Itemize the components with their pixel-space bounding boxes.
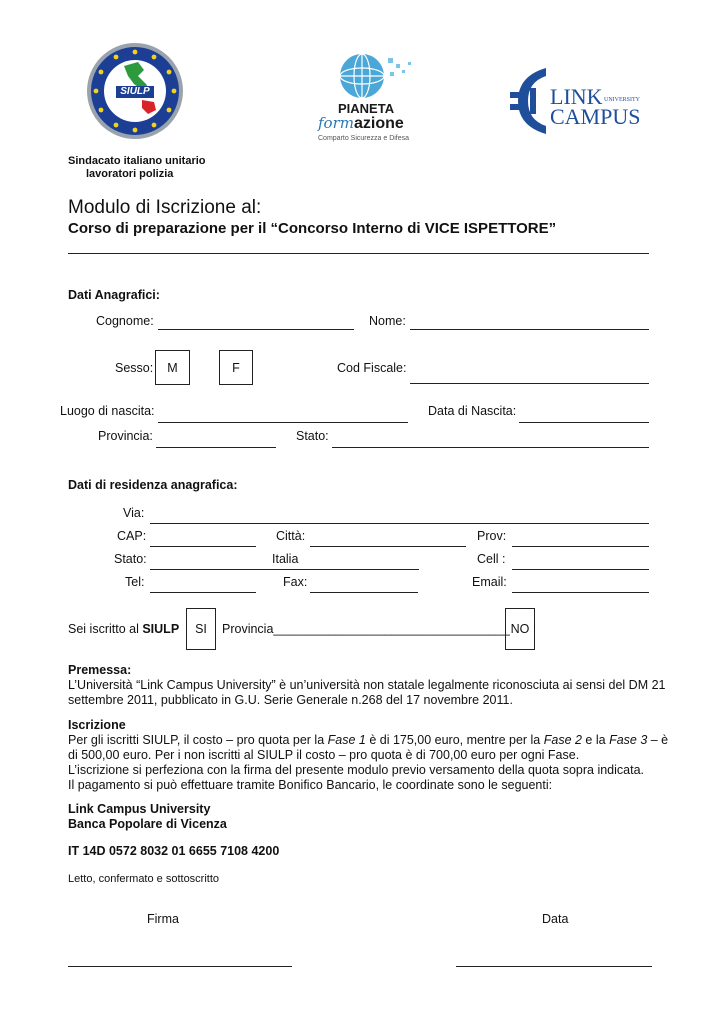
cap-field[interactable] — [150, 546, 256, 547]
iscritto-no-checkbox[interactable]: NO — [505, 608, 535, 650]
bank-details — [68, 802, 660, 832]
university-word: UNIVERSITY — [604, 97, 640, 103]
link-campus-logo — [510, 66, 645, 136]
citta-field[interactable] — [310, 546, 466, 547]
cap-label: CAP: — [117, 529, 147, 543]
data-label: Data — [542, 912, 569, 926]
iscritto-label-text: Sei iscritto al — [68, 622, 143, 636]
pianeta-subtitle: Comparto Sicurezza e Difesa — [318, 135, 410, 142]
iscrizione-section — [68, 718, 669, 793]
link-word: LINK — [550, 84, 603, 109]
stato-field[interactable] — [332, 447, 649, 448]
form-word: form — [318, 114, 354, 132]
luogo-nascita-label: Luogo di nascita: — [60, 404, 155, 418]
bank-name: Banca Popolare di Vicenza — [68, 817, 227, 831]
email-label: Email: — [472, 575, 507, 589]
iscrizione-text: e la — [581, 733, 610, 747]
res-stato-field[interactable] — [150, 569, 258, 570]
iscrizione-heading: Iscrizione — [68, 718, 126, 732]
bank-iban: IT 14D 0572 8032 01 6655 7108 4200 — [68, 844, 280, 858]
anagrafici-heading: Dati Anagrafici: — [68, 288, 160, 302]
pianeta-word: PIANETA — [338, 101, 395, 116]
fax-label: Fax: — [283, 575, 308, 589]
provincia-label: Provincia: — [98, 429, 153, 443]
residenza-heading: Dati di residenza anagrafica: — [68, 478, 238, 492]
cod-fiscale-label: Cod Fiscale: — [337, 361, 407, 375]
firma-signature-line[interactable] — [68, 966, 292, 967]
email-field[interactable] — [512, 592, 649, 593]
provincia-field[interactable] — [156, 447, 276, 448]
fase-1-text: Fase 1 — [327, 733, 366, 747]
premessa-line: L’Università “Link Campus University” è un’università non statale legalmente riconosciuta ai sensi del DM 21 — [68, 678, 666, 692]
campus-word: CAMPUS — [550, 104, 641, 129]
title-divider — [68, 253, 649, 254]
page-subtitle: Corso di preparazione per il “Concorso Interno di VICE ISPETTORE” — [68, 220, 557, 237]
fase-3-text: Fase 3 — [609, 733, 648, 747]
cell-field[interactable] — [512, 569, 649, 570]
cognome-field[interactable] — [158, 329, 354, 330]
data-nascita-field[interactable] — [519, 422, 649, 423]
stato-value-line — [258, 569, 419, 570]
iscritto-provincia: Provincia__________________________________ — [222, 622, 510, 636]
fase-2-text: Fase 2 — [543, 733, 582, 747]
stato-value: Italia — [272, 552, 299, 566]
pianeta-formazione-logo — [312, 50, 424, 150]
premessa-section — [68, 663, 666, 708]
formazione-word — [318, 114, 404, 133]
res-stato-label: Stato: — [114, 552, 147, 566]
premessa-heading: Premessa: — [68, 663, 132, 677]
iscrizione-line-4: Il pagamento si può effettuare tramite Bonifico Bancario, le coordinate sono le seguenti: — [68, 778, 553, 792]
iscrizione-text: Per gli iscritti SIULP, il costo – pro quota per la — [68, 733, 328, 747]
sesso-label: Sesso: — [115, 361, 154, 375]
siulp-logo-text: SIULP — [120, 86, 150, 97]
cell-label: Cell : — [477, 552, 506, 566]
firma-label: Firma — [147, 912, 179, 926]
nome-field[interactable] — [410, 329, 649, 330]
bank-beneficiary: Link Campus University — [68, 802, 211, 816]
data-signature-line[interactable] — [456, 966, 652, 967]
iscrizione-line-1 — [68, 733, 669, 748]
iscritto-label — [68, 622, 179, 637]
data-nascita-label: Data di Nascita: — [428, 404, 517, 418]
letto-text: Letto, confermato e sottoscritto — [68, 873, 220, 885]
sesso-m-checkbox[interactable]: M — [155, 350, 190, 385]
iscrizione-line-3: L’iscrizione si perfeziona con la firma del presente modulo previo versamento della quota sopra indicata. — [68, 763, 645, 777]
nome-label: Nome: — [369, 314, 406, 328]
cod-fiscale-field[interactable] — [410, 383, 649, 384]
siulp-logo — [86, 42, 184, 140]
via-label: Via: — [123, 506, 145, 520]
iscrizione-text: – è — [647, 733, 669, 747]
via-field[interactable] — [150, 523, 649, 524]
iscritto-label-siulp: SIULP — [142, 622, 180, 636]
premessa-line: settembre 2011, pubblicato in G.U. Serie Generale n.268 del 17 novembre 2011. — [68, 693, 513, 707]
sesso-f-checkbox[interactable]: F — [219, 350, 253, 385]
page-title: Modulo di Iscrizione al: — [68, 197, 262, 218]
luogo-nascita-field[interactable] — [158, 422, 408, 423]
azione-word: azione — [353, 115, 404, 132]
stato-label: Stato: — [296, 429, 329, 443]
fax-field[interactable] — [310, 592, 418, 593]
tel-field[interactable] — [150, 592, 256, 593]
prov-label: Prov: — [477, 529, 507, 543]
citta-label: Città: — [276, 529, 306, 543]
cognome-label: Cognome: — [96, 314, 154, 328]
iscrizione-text: è di 175,00 euro, mentre per la — [365, 733, 544, 747]
iscrizione-line-2: di 500,00 euro. Per i non iscritti al SIULP il costo – pro quota è di 700,00 euro per ogni Fase. — [68, 748, 580, 762]
prov-field[interactable] — [512, 546, 649, 547]
tel-label: Tel: — [125, 575, 145, 589]
iscritto-si-checkbox[interactable]: SI — [186, 608, 216, 650]
org-name-line2: lavoratori polizia — [86, 168, 174, 180]
org-name-line1: Sindacato italiano unitario — [68, 155, 206, 167]
